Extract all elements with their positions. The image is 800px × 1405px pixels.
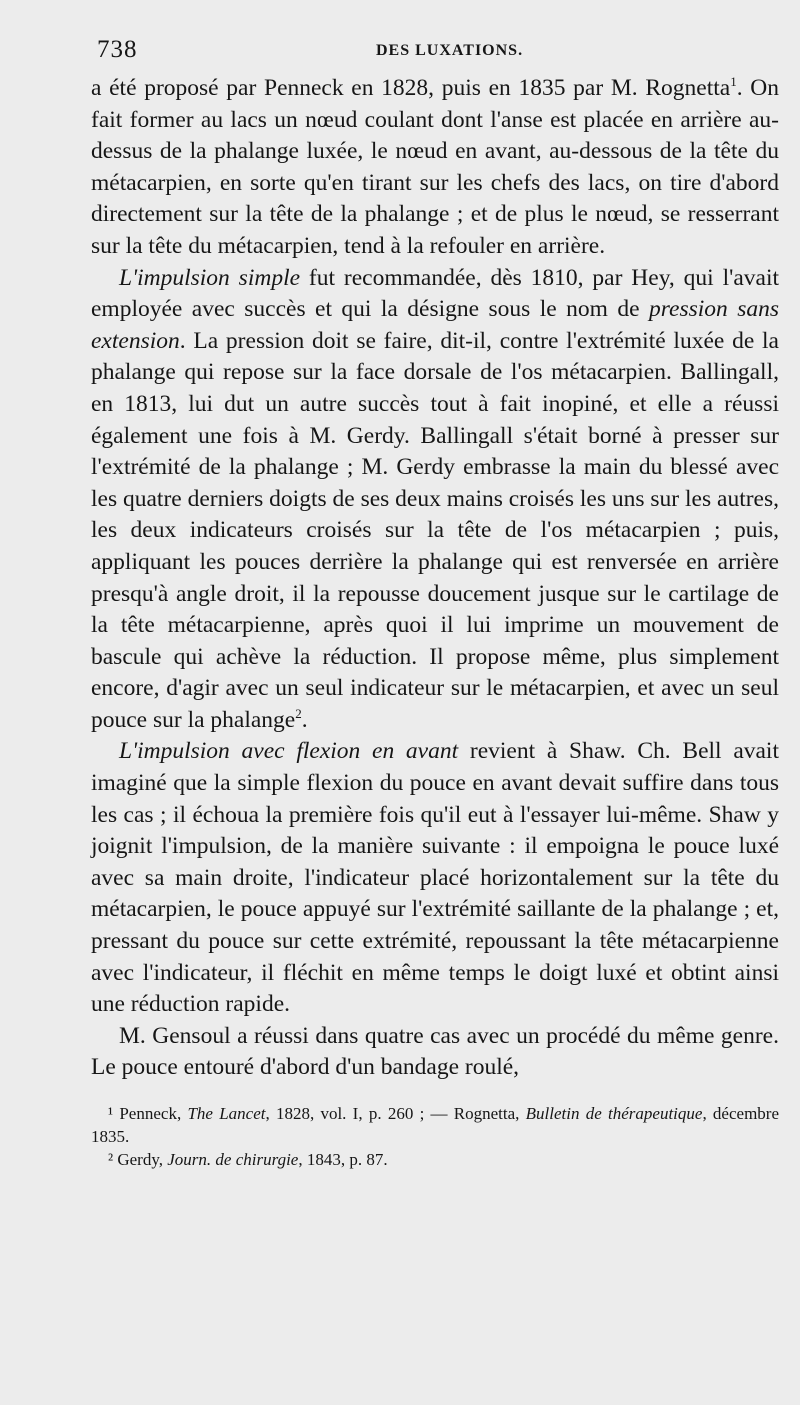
paragraph-3-italic-term: L'impulsion avec flexion en avant — [119, 738, 459, 765]
footnote-1-journal-1: The Lancet — [187, 1104, 266, 1123]
footnote-2-marker: ² — [108, 1150, 114, 1169]
paragraph-1-text-b: . On fait former au lacs un nœud coulant dont l'anse est placée en arrière au-dessus de la phalange luxée, le nœud en avant, au-dessous de la tête du métacarpien, en sorte qu'en tirant sur les chefs des lacs, on tire d'abord directement sur la tête de la phalange ; et de plus le nœud, se resserrant sur la tête du métacarpien, tend à la refouler en arrière. — [91, 75, 779, 259]
paragraph-2-text-a: fut recommandée, dès 1810, par Hey, qui l'avait employée avec succès et qui la désigne sous le nom de — [91, 264, 780, 323]
paragraph-3-text-a: revient à Shaw. Ch. Bell avait imaginé que la simple flexion du pouce en avant devait suffire dans tous les cas ; il échoua la première fois qu'il eut à l'essayer lui-même. Shaw y joignit l'impulsion, de la manière suivante : il empoigna le pouce luxé avec sa main droite, l'indicateur placé horizontalement sur la tête du métacarpien, le pouce appuyé sur l'extrémité saillante de la phalange ; et, pressant du pouce sur cette extrémité, repoussant la tête métacarpienne avec l'indicateur, il fléchit en même temps le doigt luxé et obtint ainsi une réduction rapide. — [91, 738, 779, 1018]
paragraph-2-text-b: . La pression doit se faire, dit-il, contre l'extrémité luxée de la phalange qui repose sur la face dorsale de l'os métacarpien. Ballingall, en 1813, lui dut un autre succès tout à fait inopiné, et elle a réussi également une fois à M. Gerdy. Ballingall s'était borné à presser sur l'extrémité de la phalange ; M. Gerdy embrasse la main du blessé avec les quatre derniers doigts de ses deux mains croisés les uns sur les autres, les deux indicateurs croisés sur la tête de l'os métacarpien ; puis, appliquant les pouces derrière la phalange qui est renversée en arrière presqu'à angle droit, il la repousse doucement jusque sur le cartilage de la tête métacarpienne, après quoi il lui imprime un mouvement de bascule qui achève la réduction. Il propose même, plus simplement encore, d'agir avec un seul indicateur sur le métacarpien, et avec un seul pouce sur la phalange — [91, 327, 779, 733]
footnote-1 — [91, 1102, 779, 1148]
footnotes — [91, 1102, 779, 1171]
page-number: 738 — [97, 36, 138, 63]
footnote-2-text-a: Gerdy, — [113, 1150, 168, 1169]
paragraph-2-text-c: . — [301, 706, 308, 733]
paragraph-2-italic-term: L'impulsion simple — [119, 264, 301, 291]
footnote-1-text-c: , décembre 1835. — [91, 1104, 779, 1146]
footnote-2-text-b: , 1843, p. 87. — [298, 1150, 388, 1169]
paragraph-4 — [91, 1021, 779, 1084]
footnote-2 — [91, 1148, 779, 1171]
paragraph-1-text-a: a été proposé par Penneck en 1828, puis en 1835 par M. Rognetta — [91, 75, 731, 101]
footnote-1-text-b: , 1828, vol. I, p. 260 ; — Rognetta, — [265, 1104, 526, 1123]
footnote-ref-1: 1 — [730, 74, 737, 90]
paragraph-3 — [91, 736, 779, 1020]
text-body — [91, 73, 779, 1171]
footnote-1-text-a: Penneck, — [113, 1104, 188, 1123]
footnote-ref-2: 2 — [295, 706, 302, 722]
paragraph-4-text: M. Gensoul a réussi dans quatre cas avec un procédé du même genre. Le pouce entouré d'abord d'un bandage roulé, — [91, 1022, 779, 1081]
footnote-1-marker: ¹ — [108, 1104, 114, 1123]
paragraph-2-italic-phrase: pression sans extension — [91, 296, 779, 354]
paragraph-1 — [91, 73, 779, 263]
footnote-1-journal-2: Bulletin de thérapeutique — [525, 1104, 703, 1123]
paragraph-2 — [91, 263, 779, 737]
footnote-2-journal: Journ. de chirurgie — [167, 1150, 299, 1169]
running-title: DES LUXATIONS. — [376, 42, 524, 59]
page-header — [97, 36, 772, 68]
